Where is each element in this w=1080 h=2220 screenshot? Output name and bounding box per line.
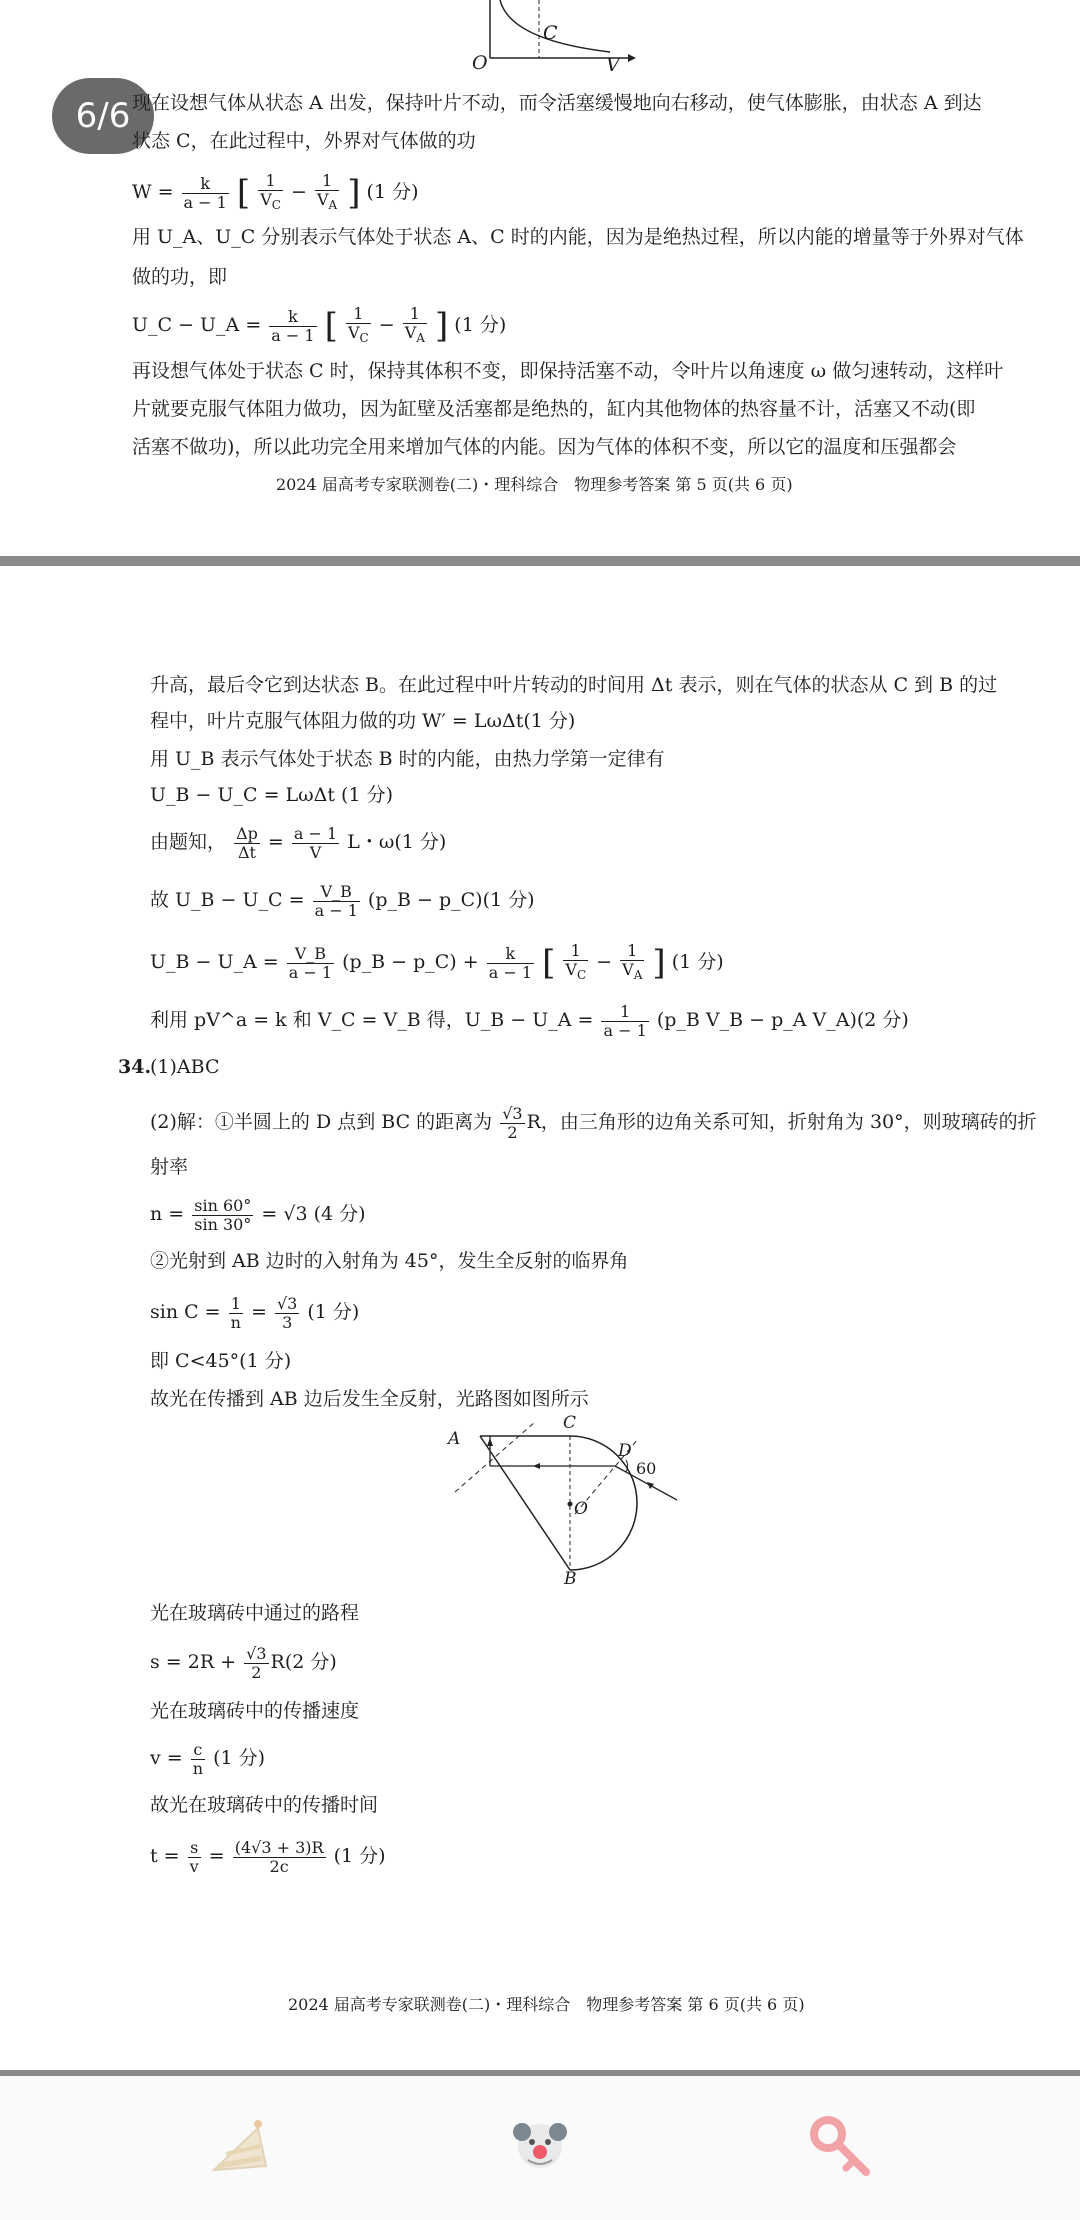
eq-ubua-bracket-open: [	[542, 943, 556, 983]
cake-slice-icon[interactable]	[200, 2106, 280, 2186]
p6-part2-line-1: (2)解：①半圆上的 D 点到 BC 的距离为 $\frac{√3}{2}$ R，由三角形的边角关系可知，折射角为 30°，则玻璃砖的折	[150, 1103, 1037, 1142]
p5-line-6: 片就要克服气体阻力做功，因为缸壁及活塞都是绝热的，缸内其他物体的热容量不计，活塞又不动(即	[132, 398, 976, 420]
page-indicator-badge[interactable]: 6/6	[52, 78, 154, 154]
p5-line-3: 用 U_A、U_C 分别表示气体处于状态 A、C 时的内能，因为是绝热过程，所以内能的增量等于外界对气体	[132, 226, 1024, 248]
p6-part2-line-7: 光在玻璃砖中的传播速度	[150, 1700, 360, 1722]
eq-u-frac-c: $\frac{1}{V_C}$	[347, 304, 369, 345]
eq-w-coef	[182, 175, 229, 212]
p5-eq-energy: U_C − U_A = $\frac{k}{a - 1}$ [ $\frac{1}{V_C}$ − $\frac{1}{V_A}$ ] (1 分)	[132, 304, 507, 346]
eq-ubua-bracket-close: ]	[652, 943, 666, 983]
p5-line-2: 状态 C，在此过程中，外界对气体做的功	[132, 130, 476, 152]
eq-speed: v = $\frac{c}{n}$ (1 分)	[150, 1739, 266, 1778]
frac-dp-dt: $\frac{\Delta p}{\Delta t}$	[236, 823, 258, 862]
eq-w-va: $V_A$	[316, 190, 338, 212]
graph-label-c: C	[543, 22, 558, 44]
page-divider-top	[0, 556, 1080, 566]
eq-u-bracket-open: [	[324, 306, 338, 346]
frac-a1-v: $\frac{a - 1}{V}$	[293, 823, 338, 862]
eq-u-frac-a: $\frac{1}{V_A}$	[404, 304, 425, 345]
eq-path-length: s = 2R + $\frac{√3}{2}$ R(2 分)	[150, 1643, 337, 1682]
p6-part2-line-8: 故光在玻璃砖中的传播时间	[150, 1794, 379, 1816]
diagram-label-o: O	[574, 1499, 588, 1519]
p6-part2-line-4: 即 C<45°(1 分)	[150, 1350, 292, 1372]
bottom-toolbar	[0, 2076, 1080, 2220]
frac-1-a1: $\frac{1}{a - 1}$	[603, 1001, 647, 1040]
frac-s-v: $\frac{s}{v}$	[189, 1837, 199, 1876]
p6-eq-ub-ua: U_B − U_A = $\frac{V\_B}{a - 1}$ (p_B − p_C) + $\frac{k}{a - 1}$ [ $\frac{1}{V_C}$ − $\frac{1}{V_A}$ ] (1 分)	[150, 941, 724, 983]
p6-eq-final: 利用 pV^a = k 和 V_C = V_B 得，U_B − U_A = $\frac{1}{a - 1}$ (p_B V_B − p_A V_A)(2 分)	[150, 1001, 909, 1040]
frac-1-va: $\frac{1}{V_A}$	[622, 941, 643, 982]
eq-time: t = $\frac{s}{v}$ = $\frac{(4√3 + 3)R}{2c}$ (1 分)	[150, 1837, 386, 1876]
frac-time-result: $\frac{(4√3 + 3)R}{2c}$	[234, 1837, 324, 1876]
graph-label-v: V	[606, 54, 620, 76]
eq-w-one-a: 1	[315, 172, 339, 191]
p5-eq-work: W = $\frac{k}{a - 1}$ [ $\frac{1}{V_C}$ − $\frac{1}{V_A}$ ] (1 分)	[132, 171, 419, 213]
page5-footer: 2024 届高考专家联测卷(二)・理科综合 物理参考答案 第 5 页(共 6 页)	[276, 475, 793, 494]
p6-part2-line-3: ②光射到 AB 边时的入射角为 45°，发生全反射的临界角	[150, 1250, 629, 1272]
p6-eq-ub-uc: 故 U_B − U_C = $\frac{V\_B}{a - 1}$ (p_B − p_C)(1 分)	[150, 881, 535, 920]
frac-vb-a1-2: $\frac{V\_B}{a - 1}$	[288, 943, 333, 982]
frac-c-n: $\frac{c}{n}$	[192, 1739, 204, 1778]
p5-line-5: 再设想气体处于状态 C 时，保持其体积不变，即保持活塞不动，令叶片以角速度 ω 做匀速转动，这样叶	[132, 360, 1004, 382]
frac-1-n: $\frac{1}{n}$	[230, 1293, 241, 1332]
frac-1-vc: $\frac{1}{V_C}$	[565, 941, 587, 982]
question-34-number: 34.	[118, 1056, 152, 1078]
eq-w-k: k	[182, 175, 229, 194]
p6-part2-line-2: 射率	[150, 1156, 189, 1178]
diagram-label-60: 60	[636, 1459, 657, 1478]
eq-u-score: (1 分)	[454, 314, 507, 336]
p5-line-1: 现在设想气体从状态 A 出发，保持叶片不动，而令活塞缓慢地向右移动，使气体膨胀，由状态 A 到达	[132, 92, 982, 114]
eq-u-lhs: U_C − U_A =	[132, 314, 262, 336]
p6-line-2: 程中，叶片克服气体阻力做的功 W′ = LωΔt(1 分)	[150, 710, 576, 732]
p5-line-7: 活塞不做功)，所以此功完全用来增加气体的内能。因为气体的体积不变，所以它的温度和压强都会	[132, 436, 957, 458]
diagram-label-b: B	[564, 1569, 577, 1589]
graph-label-o: O	[472, 52, 488, 74]
eq-critical-angle: sin C = $\frac{1}{n}$ = $\frac{√3}{3}$ (1 分)	[150, 1293, 360, 1332]
clown-face-icon[interactable]	[500, 2106, 580, 2186]
eq-w-lhs: W =	[132, 181, 174, 203]
diagram-label-c: C	[563, 1413, 577, 1433]
eq-w-bracket-open: [	[236, 173, 251, 213]
frac-sqrt3-3: $\frac{√3}{3}$	[276, 1293, 298, 1332]
p6-line-1: 升高，最后令它到达状态 B。在此过程中叶片转动的时间用 Δt 表示，则在气体的状态从 C 到 B 的过	[150, 674, 998, 696]
frac-vb-a1: $\frac{V\_B}{a - 1}$	[314, 881, 358, 920]
eq-u-coef: $\frac{k}{a - 1}$	[271, 306, 315, 345]
eq-refractive-index: n = $\frac{\sin 60^\circ}{\sin 30^\circ}$ = √3 (4 分)	[150, 1195, 366, 1234]
p6-eq-dpdt: 由题知， $\frac{\Delta p}{\Delta t}$ = $\frac{a - 1}{V}$ L・ω(1 分)	[150, 823, 447, 862]
eq-w-score: (1 分)	[366, 181, 419, 203]
frac-sqrt3-2: $\frac{√3}{2}$	[502, 1103, 523, 1142]
eq-u-bracket-close: ]	[434, 306, 449, 346]
eq-w-a1: a − 1	[183, 192, 227, 212]
p6-part2-line-6: 光在玻璃砖中通过的路程	[150, 1602, 360, 1624]
p6-part2-line-5: 故光在传播到 AB 边后发生全反射，光路图如图所示	[150, 1388, 589, 1410]
frac-sqrt3-2-path: $\frac{√3}{2}$	[246, 1643, 267, 1682]
eq-w-one-c: 1	[258, 172, 283, 191]
key-icon[interactable]	[800, 2106, 880, 2186]
eq-w-vc: $V_C$	[260, 190, 281, 212]
frac-k-a1: $\frac{k}{a - 1}$	[488, 943, 533, 982]
frac-sin60-sin30: $\frac{\sin 60^\circ}{\sin 30^\circ}$	[194, 1195, 252, 1234]
eq-w-frac-a	[315, 172, 339, 214]
question-34-part1-answer: (1)ABC	[150, 1056, 220, 1078]
page6-footer: 2024 届高考专家联测卷(二)・理科综合 物理参考答案 第 6 页(共 6 页)	[288, 1995, 805, 2014]
p6-line-3: 用 U_B 表示气体处于状态 B 时的内能，由热力学第一定律有	[150, 748, 665, 770]
eq-w-frac-c	[258, 172, 283, 214]
eq-w-bracket-close: ]	[347, 173, 361, 213]
p5-line-4: 做的功，即	[132, 266, 228, 288]
p6-line-4: U_B − U_C = LωΔt (1 分)	[150, 784, 393, 806]
diagram-label-a: A	[448, 1429, 461, 1449]
diagram-label-d: D	[618, 1441, 632, 1461]
